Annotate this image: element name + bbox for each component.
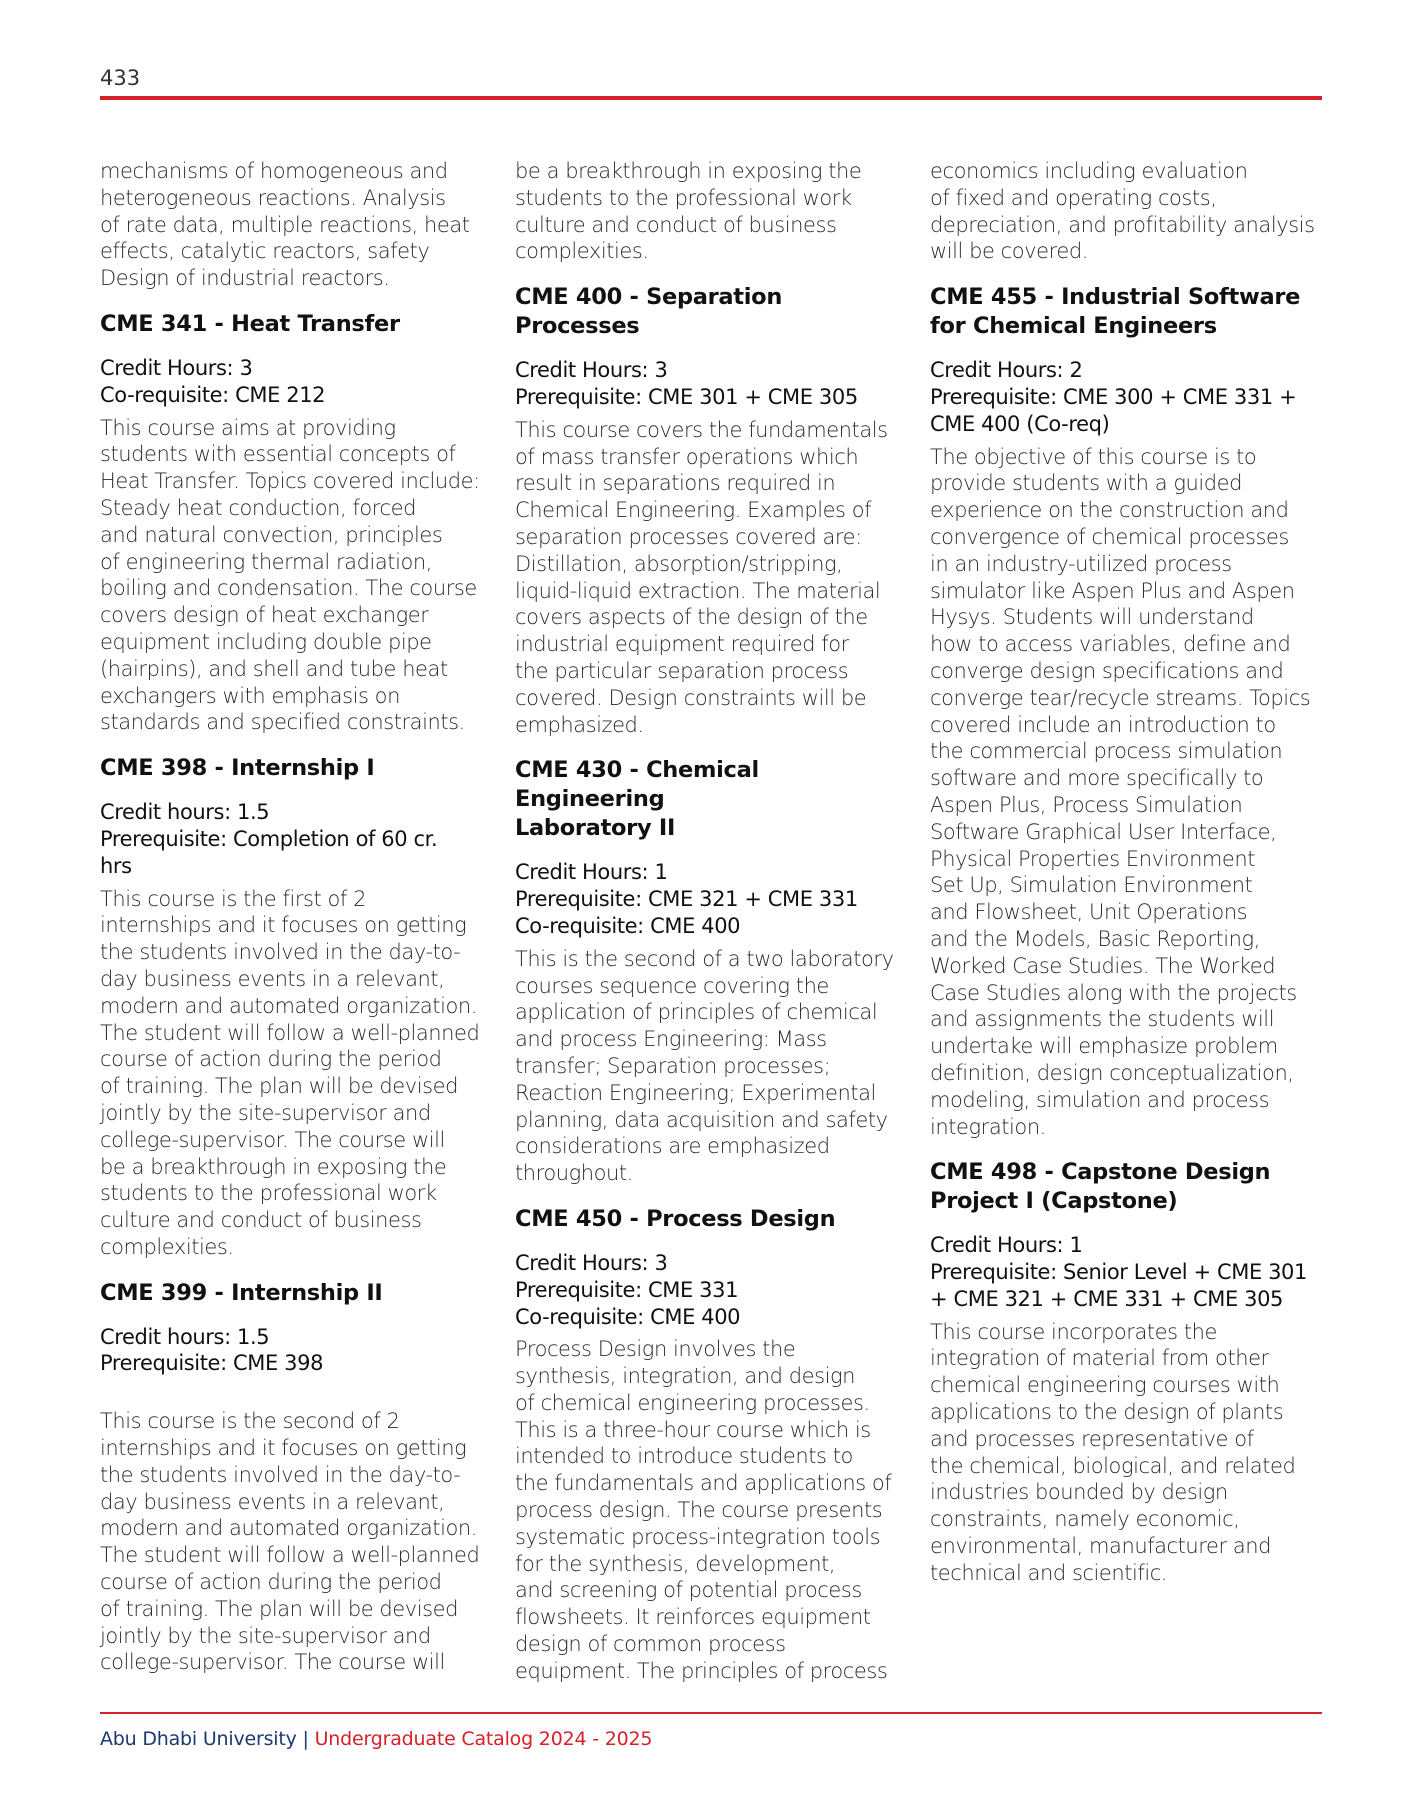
column-3	[930, 158, 1322, 1688]
course-description-cme498: This course incorporates the integration of material from other chemical engineering courses with applications to the design of plants and processes representative of the chemical, biological, and related industries bounded by design constraints, namely economic, environmental, manufacturer and technical and scientific.	[930, 1319, 1296, 1585]
page-number: 433	[100, 66, 141, 90]
course-meta-cme400: Credit Hours: 3 Prerequisite: CME 301 + CME 305	[515, 358, 858, 409]
continued-description: be a breakthrough in exposing the students to the professional work culture and conduct of business complexities.	[515, 159, 862, 264]
course-description-cme430: This is the second of a two laboratory courses sequence covering the application of principles of chemical and process Engineering: Mass transfer; Separation processes; Reaction Engineering; Experimental planning, data acquisition and safety considerations are emphasized throughout.	[515, 946, 894, 1186]
continued-description: mechanisms of homogeneous and heterogeneous reactions. Analysis of rate data, multiple reactions, heat effects, catalytic reactors, safety Design of industrial reactors.	[100, 159, 470, 291]
course-title-cme455: CME 455 - Industrial Software for Chemical Engineers	[930, 284, 1301, 340]
footer-separator: |	[302, 1728, 309, 1750]
footer-university: Abu Dhabi University	[100, 1728, 297, 1750]
course-meta-cme450: Credit Hours: 3 Prerequisite: CME 331 Co-requisite: CME 400	[515, 1250, 741, 1329]
course-title-cme341: CME 341 - Heat Transfer	[100, 310, 400, 337]
course-meta-cme430: Credit Hours: 1 Prerequisite: CME 321 + CME 331 Co-requisite: CME 400	[515, 860, 858, 938]
course-meta-cme455: Credit Hours: 2 Prerequisite: CME 300 + CME 331 + CME 400 (Co-req)	[930, 358, 1297, 436]
header-divider	[100, 96, 1322, 100]
course-description-cme398: This course is the first of 2 internships and it focuses on getting the students involved in the day-to- day business events in a relevant, modern and automated organization. The student will follow a well-planned course of action during the period of training. The plan will be devised jointly by the site-supervisor and college-supervisor. The course will be a breakthrough in exposing the students to the professional work culture and conduct of business complexities.	[100, 886, 480, 1259]
column-1	[100, 158, 485, 1688]
course-title-cme450: CME 450 - Process Design	[515, 1205, 836, 1232]
course-description-cme341: This course aims at providing students with essential concepts of Heat Transfer. Topics covered include: Steady heat conduction, forced and natural convection, principles of engineering thermal radiation, boiling and condensation. The course covers design of heat exchanger equipment including double pipe (hairpins), and shell and tube heat exchangers with emphasis on standards and specified constraints.	[100, 415, 480, 735]
catalog-columns	[100, 158, 1322, 1688]
column-2	[515, 158, 900, 1688]
course-title-cme400: CME 400 - Separation Processes	[515, 284, 783, 340]
course-meta-cme399: Credit hours: 1.5 Prerequisite: CME 398	[100, 1324, 324, 1376]
course-meta-cme498: Credit Hours: 1 Prerequisite: Senior Level + CME 301 + CME 321 + CME 331 + CME 305	[930, 1233, 1307, 1311]
course-title-cme498: CME 498 - Capstone Design Project I (Capstone)	[930, 1159, 1271, 1215]
footer-divider	[100, 1712, 1322, 1714]
course-meta-cme398: Credit hours: 1.5 Prerequisite: Completion of 60 cr. hrs	[100, 800, 438, 878]
blank-line	[100, 1383, 485, 1408]
course-title-cme430: CME 430 - Chemical Engineering Laboratory II	[515, 757, 759, 842]
course-meta-cme341: Credit Hours: 3 Co-requisite: CME 212	[100, 355, 326, 407]
course-description-cme450: Process Design involves the synthesis, integration, and design of chemical engineering processes. This is a three-hour course which is intended to introduce students to the fundamentals and applications of process design. The course presents systematic process-integration tools for the synthesis, development, and screening of potential process flowsheets. It reinforces equipment design of common process equipment. The principles of process	[515, 1337, 892, 1683]
course-description-cme399: This course is the second of 2 internships and it focuses on getting the students involved in the day-to- day business events in a relevant, modern and automated organization. The student will follow a well-planned course of action during the period of training. The plan will be devised jointly by the site-supervisor and college-supervisor. The course will	[100, 1409, 480, 1675]
course-description-cme400: This course covers the fundamentals of mass transfer operations which result in separations required in Chemical Engineering. Examples of separation processes covered are: Distillation, absorption/stripping, liquid-liquid extraction. The material covers aspects of the design of the industrial equipment required for the particular separation process covered. Design constraints will be emphasized.	[515, 417, 888, 737]
course-title-cme398: CME 398 - Internship I	[100, 755, 375, 782]
continued-description: economics including evaluation of fixed and operating costs, depreciation, and profitability analysis will be covered.	[930, 159, 1315, 264]
course-description-cme455: The objective of this course is to provide students with a guided experience on the construction and convergence of chemical processes in an industry-utilized process simulator like Aspen Plus and Aspen Hysys. Students will understand how to access variables, define and converge design specifications and converge tear/recycle streams. Topics covered include an introduction to the commercial process simulation software and more specifically to Aspen Plus, Process Simulation Software Graphical User Interface, Physical Properties Environment Set Up, Simulation Environment and Flowsheet, Unit Operations and the Models, Basic Reporting, Worked Case Studies. The Worked Case Studies along with the projects and assignments the students will undertake will emphasize problem definition, design conceptualization, modeling, simulation and process integration.	[930, 444, 1311, 1139]
page-footer	[100, 1728, 652, 1750]
footer-catalog-title: Undergraduate Catalog 2024 - 2025	[314, 1728, 653, 1750]
course-title-cme399: CME 399 - Internship II	[100, 1279, 383, 1306]
